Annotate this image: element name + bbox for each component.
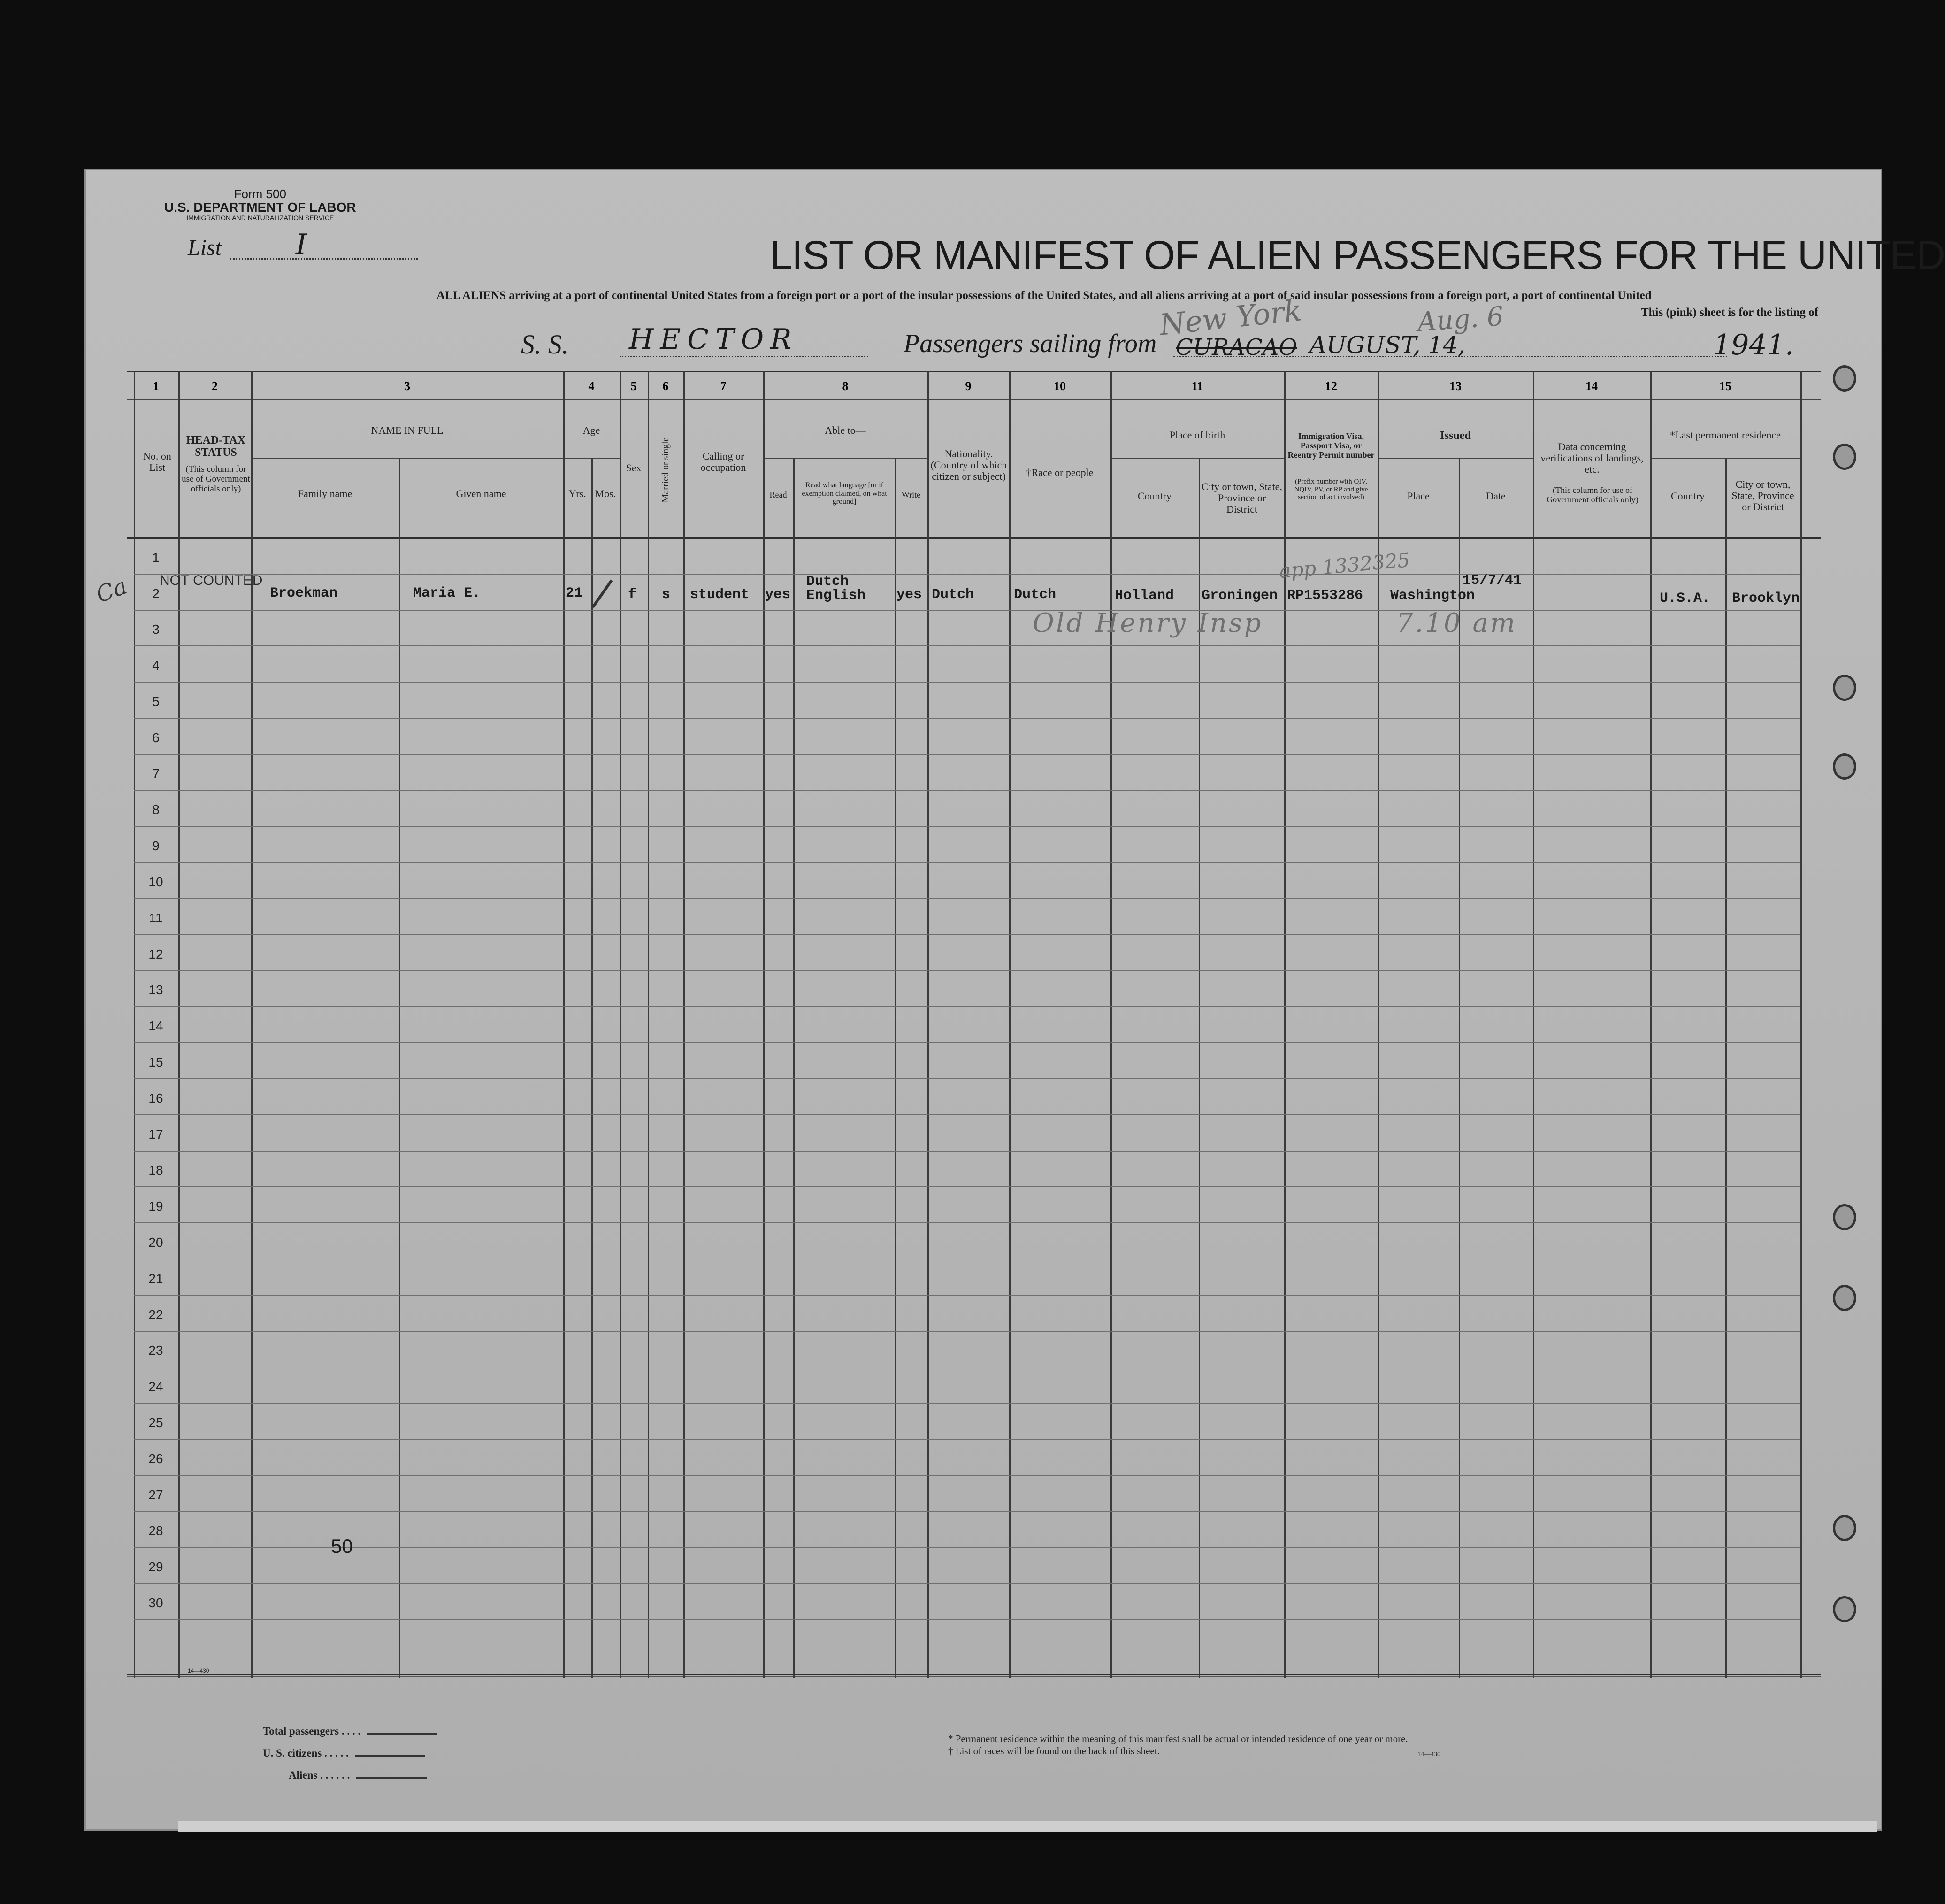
department-name: U.S. DEPARTMENT OF LABOR [164,200,356,215]
column-number: 4 [588,379,595,393]
header-verifications: Data concerning verifications of landings, etc. [1540,441,1644,476]
column-number: 8 [842,379,849,393]
column-number: 11 [1191,379,1203,393]
row-number: 23 [148,1343,163,1358]
language-cell-1: Dutch [806,574,849,590]
row-line [134,754,1800,755]
col-border [563,371,565,1678]
age-cell: 21 [566,585,583,601]
col-border [134,371,135,1678]
column-number: 7 [720,379,727,393]
issue-date-cell: 15/7/41 [1463,573,1522,589]
row-number: 14 [148,1019,163,1034]
footnote-races: † List of races will be found on the back of this sheet. [948,1745,1160,1757]
birth-country-cell: Holland [1115,588,1174,604]
binder-hole [1833,753,1856,780]
colnum-line [127,399,1821,400]
row-line [134,898,1800,899]
row-number: 1 [152,550,160,565]
col-border [251,371,253,1678]
header-head-tax-note: (This column for use of Government officials only) [182,464,250,494]
leader-dots: . . . . . . [320,1769,353,1781]
row-number: 19 [148,1199,163,1214]
aliens-label: Aliens [289,1769,318,1781]
leader-dots: . . . . [341,1725,363,1737]
header-read: Read [769,490,787,499]
issued-subheader-line [1378,458,1533,459]
row-line [134,1151,1800,1152]
ship-underline [620,356,868,357]
list-underline [230,258,418,260]
column-number: 15 [1719,379,1731,393]
row-number: 27 [148,1487,163,1502]
col-border [1533,371,1534,1678]
row-number: 16 [148,1090,163,1106]
binder-hole [1833,1285,1856,1311]
aliens-blank [356,1777,427,1779]
row-number: 11 [149,910,163,925]
header-name-in-full: NAME IN FULL [371,424,444,436]
row-line [134,1186,1800,1187]
row-line [134,790,1800,791]
col-border [1009,371,1011,1678]
aliens-row [289,1769,427,1781]
inspection-time: 7.10 am [1396,608,1517,638]
header-last-residence: *Last permanent residence [1670,429,1781,441]
sailing-year: 1941. [1713,329,1794,361]
header-no-on-list: No. on List [143,450,171,474]
row-line [134,682,1800,683]
footnote-residence: * Permanent residence within the meaning of this manifest shall be actual or intended residence of one year or more. [948,1733,1408,1744]
header-able-to: Able to— [825,424,866,436]
row-number: 15 [148,1055,163,1069]
row-line [134,1114,1800,1115]
col-border [793,458,795,1678]
binder-hole [1833,1596,1856,1622]
handwritten-date: Aug. 6 [1416,301,1505,338]
row-line [134,1222,1800,1223]
header-given-name: Given name [456,488,506,499]
header-issued: Issued [1440,430,1471,442]
col-border [620,371,621,1678]
column-number: 13 [1449,379,1462,393]
header-write: Write [901,490,921,499]
row-line [134,1511,1800,1512]
row-line [134,1403,1800,1404]
us-citizens-row [263,1747,425,1759]
service-name: IMMIGRATION AND NATURALIZATION SERVICE [186,214,334,222]
header-birth-country: Country [1137,490,1172,502]
given-name-cell: Maria E. [413,585,481,601]
header-sex: Sex [626,462,642,474]
header-issued-date: Date [1486,490,1506,502]
row-number: 22 [148,1307,163,1322]
row-number: 13 [148,983,163,998]
header-married: Married or single [660,437,671,503]
footer-code: 14—430 [1417,1751,1440,1758]
header-calling: Calling or occupation [700,450,746,474]
handwritten-port: New York [1158,293,1303,342]
column-number: 3 [404,379,410,393]
row-line [134,1439,1800,1440]
header-age-mos: Mos. [595,488,616,499]
header-place-of-birth: Place of birth [1169,429,1225,441]
row-number: 26 [148,1451,163,1466]
total-passengers-row [263,1725,437,1737]
column-number: 10 [1054,379,1066,393]
row-number: 7 [152,766,160,781]
row-number: 4 [152,658,160,673]
col-border [1110,371,1112,1678]
leader-dots: . . . . . [324,1747,352,1759]
row-number: 24 [148,1379,163,1394]
header-verifications-note: (This column for use of Government officials only) [1547,485,1639,504]
row-number: 12 [148,946,163,961]
binder-hole [1833,675,1856,701]
family-name-cell: Broekman [270,585,338,601]
visa-handwritten: app 1332325 [1278,548,1411,583]
header-residence-city: City or town, State, Province or District [1731,478,1794,513]
write-cell: yes [896,587,922,603]
header-family-name: Family name [298,488,352,499]
residence-city-cell: Brooklyn [1732,591,1800,607]
row-number: 18 [148,1163,163,1178]
binder-hole [1833,1204,1856,1230]
read-cell: yes [765,587,791,603]
row-number: 5 [152,694,160,709]
table-top-border [127,371,1821,372]
row-line [134,718,1800,719]
col-border [399,458,400,1678]
header-issued-place: Place [1407,490,1430,502]
language-cell-2: English [806,588,866,604]
age-months-slash [591,580,613,608]
row-number: 20 [148,1235,163,1250]
row-line [134,1042,1800,1043]
col-border [178,371,180,1678]
header-nationality: Nationality. (Country of which citizen or subject) [930,448,1007,483]
header-read-language: Read what language [or if exemption claimed, on what ground] [802,481,887,506]
binder-hole [1833,444,1856,470]
row-line [134,1619,1800,1620]
manifest-table [92,371,1821,1678]
row-number: 25 [148,1415,163,1430]
col-border [648,371,649,1678]
small-code: 14—430 [188,1667,209,1674]
column-number: 12 [1325,379,1337,393]
row-line [134,826,1800,827]
margin-mark: Ca [92,573,130,608]
col-border [1459,458,1460,1678]
us-citizens-blank [355,1755,425,1757]
row-line [134,1078,1800,1079]
sailing-port: CURACAO [1176,334,1297,361]
col-border [927,371,929,1678]
row-number: 6 [152,730,160,745]
total-passengers-label: Total passengers [263,1725,339,1737]
birth-city-cell: Groningen [1202,588,1278,604]
residence-country-cell: U.S.A. [1660,591,1711,607]
header-age-yrs: Yrs. [568,488,586,499]
header-race: †Race or people [1026,467,1094,478]
col-border [1650,371,1652,1678]
row-line [134,610,1800,611]
row-line [134,574,1800,575]
col-border [1199,458,1200,1678]
col-border [683,371,685,1678]
visa-cell: RP1553286 [1287,588,1363,604]
col-border [1725,458,1727,1678]
column-number: 9 [965,379,972,393]
total-passengers-blank [367,1733,437,1735]
row-number: 21 [148,1271,163,1286]
table-bottom-border [127,1674,1821,1675]
head-tax-stamp: NOT COUNTED [160,573,263,588]
col-border [591,458,593,1678]
us-citizens-label: U. S. citizens [263,1747,322,1759]
row-line [134,1331,1800,1332]
header-visa-note: (Prefix number with QIV, NQIV, PV, or RP and give section of act involved) [1294,478,1368,501]
row-number: 8 [152,802,160,817]
header-bottom-border [127,537,1821,539]
col-border [1800,371,1802,1678]
able-subheader-line [763,458,927,459]
row-number: 3 [152,622,160,637]
column-number: 5 [630,379,637,393]
form-identifier [164,188,356,221]
row-line [134,1475,1800,1476]
column-number: 1 [153,379,159,393]
table-bottom-rule [127,1676,1821,1677]
ship-name: HECTOR [629,323,798,356]
race-cell: Dutch [1014,587,1057,603]
birth-subheader-line [1110,458,1284,459]
col-border [763,371,765,1678]
row-line [134,934,1800,935]
column-number: 14 [1585,379,1598,393]
row-number: 17 [148,1127,163,1142]
column-number: 6 [662,379,669,393]
instructions-line-2: This (pink) sheet is for the listing of [1640,306,1818,319]
paper-edge [178,1821,1877,1832]
header-residence-country: Country [1670,490,1705,502]
row-number: 29 [148,1559,163,1574]
row-number: 2 [152,586,160,601]
binder-hole [1833,1515,1856,1541]
sex-cell: f [628,587,637,603]
binder-hole [1833,365,1856,392]
col-border [895,458,896,1678]
occupation-cell: student [690,587,750,603]
marital-cell: s [662,587,671,603]
sailing-label: Passengers sailing from [904,329,1157,358]
page-title: LIST OR MANIFEST OF ALIEN PASSENGERS FOR THE UNITED [770,233,1945,278]
row-line [134,1295,1800,1296]
row-number: 30 [148,1596,163,1610]
form-number: Form 500 [234,187,286,201]
header-visa: Immigration Visa, Passport Visa, or Reentry Permit number [1287,431,1375,460]
name-subheader-line [251,458,563,459]
row-line [134,1583,1800,1584]
row-number: 9 [152,838,160,853]
header-age: Age [582,424,600,436]
instructions-line-1: ALL ALIENS arriving at a port of continental United States from a foreign port or a port of the insular possessions of the United States, and all aliens arriving at a port of said insular possessions from a foreign port, a port of continental United [436,289,1652,302]
row-line [134,1547,1800,1548]
column-number: 2 [212,379,218,393]
inspector-note: Old Henry Insp [1033,608,1263,638]
row-line [134,645,1800,646]
row-number: 28 [148,1523,163,1538]
sailing-underline [1173,356,1727,357]
stamped-count: 50 [331,1535,353,1557]
nationality-cell: Dutch [932,587,974,603]
list-label: List [188,235,222,260]
row-line [134,1006,1800,1007]
row-line [134,862,1800,863]
header-head-tax: HEAD-TAX STATUS [186,434,246,459]
list-value: I [296,228,307,261]
sailing-date: AUGUST, 14, [1309,331,1465,359]
row-line [134,970,1800,971]
header-birth-city: City or town, State, Province or District [1202,481,1282,515]
row-number: 10 [148,875,163,889]
ship-prefix: S. S. [521,329,569,360]
issue-place-cell: Washington [1390,588,1475,604]
